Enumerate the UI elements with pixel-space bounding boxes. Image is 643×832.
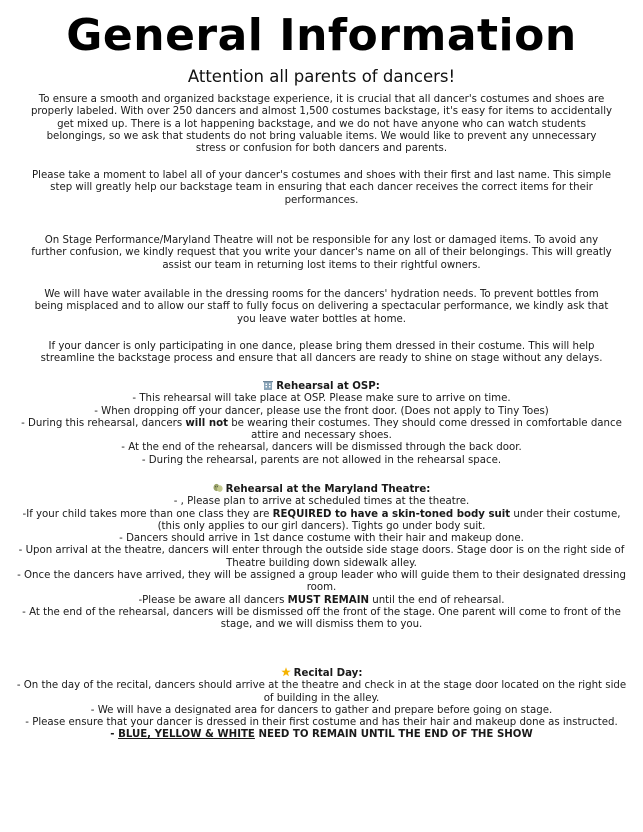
recital-line: - We will have a designated area for dancers to gather and prepare before going on stage. — [90, 704, 553, 716]
page-subtitle: Attention all parents of dancers! — [187, 67, 456, 86]
recital-heading — [14, 667, 629, 680]
theatre-line: -If your child takes more than one class they are REQUIRED to have a skin-toned body suit under their costume, (this only applies to our girl dancers). Tights go under body suit. — [22, 508, 621, 532]
osp-line: - At the end of the rehearsal, dancers will be dismissed through the back door. — [121, 442, 522, 454]
recital-final-notice: - BLUE, YELLOW & WHITE NEED TO REMAIN UNTIL THE END OF THE SHOW — [110, 729, 533, 741]
theatre-line: - At the end of the rehearsal, dancers will be dismissed off the front of the stage. One parent will come to front of the stage, and we will dismiss them to you. — [22, 606, 621, 631]
theatre-heading-text: Rehearsal at the Maryland Theatre: — [225, 484, 431, 495]
liability-paragraph: On Stage Performance/Maryland Theatre will not be responsible for any lost or damaged items. To avoid any further confusion, we kindly request that you write your dancer's name on all of their belongings. This will greatly assist our team in returning lost items to their rightful owners. — [31, 235, 612, 271]
osp-heading-text: Rehearsal at OSP: — [276, 381, 380, 392]
theatre-line: - Once the dancers have arrived, they will be assigned a group leader who will guide them to their designated dressing room. — [17, 570, 626, 594]
labeling-paragraph: Please take a moment to label all of your dancer's costumes and shoes with their first and last name. This simple step will greatly help our backstage team in ensuring that each dancer receives the correct items for their performances. — [32, 170, 611, 206]
osp-line: - When dropping off your dancer, please use the front door. (Does not apply to Tiny Toes) — [94, 405, 549, 417]
theatre-line: -Please be aware all dancers MUST REMAIN until the end of rehearsal. — [138, 594, 505, 606]
theatre-rehearsal-section — [14, 483, 629, 632]
water-paragraph: We will have water available in the dressing rooms for the dancers' hydration needs. To prevent bottles from being misplaced and to allow our staff to fully focus on delivering a spectacular performance, we kindly ask that you leave water bottles at home. — [34, 289, 609, 325]
osp-heading — [14, 380, 629, 393]
star-icon — [281, 667, 291, 677]
recital-day-section — [14, 667, 629, 742]
osp-line: - During this rehearsal, dancers will not be wearing their costumes. They should come dressed in comfortable dance attire and necessary shoes. — [21, 417, 622, 442]
theatre-line: - , Please plan to arrive at scheduled times at the theatre. — [173, 496, 470, 508]
theatre-line: - Dancers should arrive in 1st dance costume with their hair and makeup done. — [119, 533, 524, 545]
building-icon — [263, 380, 273, 390]
osp-line: - This rehearsal will take place at OSP. Please make sure to arrive on time. — [132, 393, 511, 405]
single-dance-paragraph: If your dancer is only participating in one dance, please bring them dressed in their costume. This will help streamline the backstage process and ensure that all dancers are ready to shine on stage without any delays. — [40, 341, 603, 365]
theatre-line: - Upon arrival at the theatre, dancers will enter through the outside side stage doors. Stage door is on the right side of Theatre building down sidewalk alley. — [18, 545, 625, 569]
theatre-heading — [14, 483, 629, 496]
recital-line: - Please ensure that your dancer is dressed in their first costume and has their hair and makeup done as instructed. — [25, 717, 618, 729]
intro-paragraph: To ensure a smooth and organized backstage experience, it is crucial that all dancer's costumes and shoes are properly labeled. With over 250 dancers and almost 1,500 costumes backstage, it's easy for items to accidentally get mixed up. There is a lot happening backstage, and we do not have anyone who can watch students belongings, so we ask that students do not bring valuable items. We would like to prevent any unnecessary stress or confusion for both dancers and parents. — [30, 94, 613, 155]
osp-line: - During the rehearsal, parents are not allowed in the rehearsal space. — [141, 454, 502, 466]
recital-line: - On the day of the recital, dancers should arrive at the theatre and check in at the stage door located on the right side of building in the alley. — [16, 680, 627, 704]
osp-rehearsal-section — [14, 380, 629, 467]
theater-masks-icon — [213, 483, 223, 493]
recital-heading-text: Recital Day: — [293, 668, 363, 679]
page-title: General Information — [66, 10, 577, 61]
